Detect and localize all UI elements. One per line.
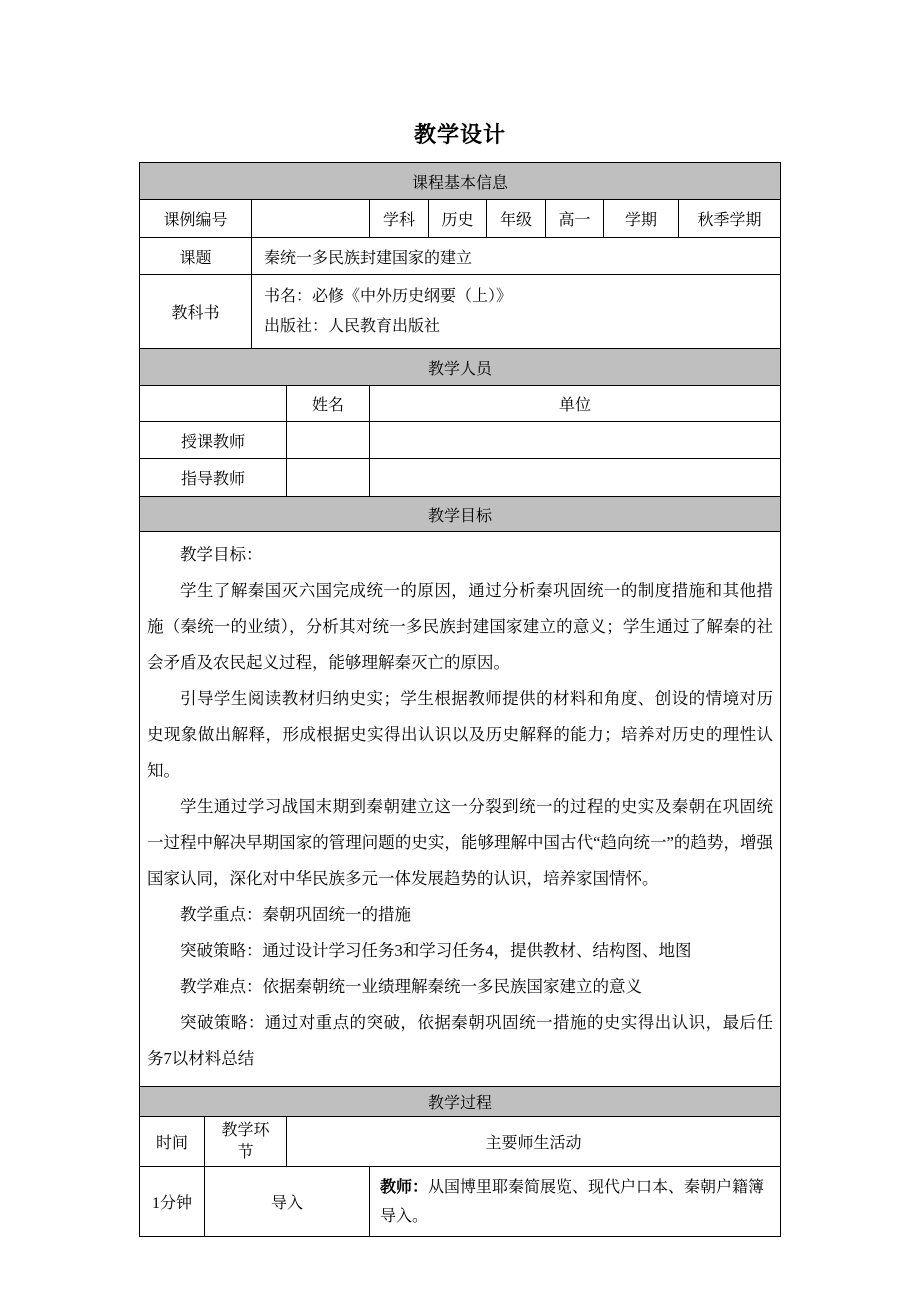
advisor-name-value xyxy=(287,459,370,497)
semester-value: 秋季学期 xyxy=(679,200,781,238)
textbook-book-line: 书名：必修《中外历史纲要（上）》 xyxy=(264,287,513,305)
staff-corner-cell xyxy=(140,386,287,422)
subject-label: 学科 xyxy=(370,200,429,238)
lesson-id-label: 课例编号 xyxy=(140,200,252,238)
process-activity-column-label: 主要师生活动 xyxy=(287,1117,781,1167)
process-time-value: 1分钟 xyxy=(140,1167,205,1237)
objectives-paragraph: 引导学生阅读教材归纳史实；学生根据教师提供的材料和角度、创设的情境对历史现象做出解释，形成根据史实得出认识以及历史解释的能力；培养对历史的理性认知。 xyxy=(147,689,773,780)
advisor-role-label: 指导教师 xyxy=(140,459,287,497)
objectives-paragraph: 教学重点：秦朝巩固统一的措施 xyxy=(180,905,411,924)
grade-value: 高一 xyxy=(546,200,604,238)
objectives-header-row xyxy=(140,497,781,532)
section-header-course-info: 课程基本信息 xyxy=(140,163,781,200)
lecturer-row xyxy=(140,422,781,459)
process-header-row xyxy=(140,1087,781,1117)
objectives-paragraph: 教学目标： xyxy=(180,545,263,564)
teacher-activity-text: 从国博里耶秦简展览、现代户口本、秦朝户籍簿导入。 xyxy=(380,1179,765,1225)
lesson-id-value xyxy=(252,200,370,238)
objectives-paragraph: 突破策略：通过对重点的突破，依据秦朝巩固统一措施的史实得出认识，最后任务7以材料总结 xyxy=(147,1013,773,1068)
staff-name-column-label: 姓名 xyxy=(287,386,370,422)
textbook-row xyxy=(140,275,781,349)
objectives-paragraph: 学生通过学习战国末期到秦朝建立这一分裂到统一的过程的史实及秦朝在巩固统一过程中解决早期国家的管理问题的史实，能够理解中国古代“趋向统一”的趋势，增强国家认同，深化对中华民族多元一体发展趋势的认识，培养家国情怀。 xyxy=(147,797,773,888)
course-info-header-row xyxy=(140,163,781,200)
objectives-paragraph: 教学难点：依据秦朝统一业绩理解秦统一多民族国家建立的意义 xyxy=(180,977,642,996)
section-header-objectives: 教学目标 xyxy=(140,497,781,532)
staff-unit-column-label: 单位 xyxy=(370,386,781,422)
lecturer-role-label: 授课教师 xyxy=(140,422,287,459)
process-activity-value xyxy=(370,1167,781,1237)
teacher-role-label: 教师： xyxy=(380,1179,429,1196)
process-columns-row xyxy=(140,1117,781,1167)
objectives-body-row xyxy=(140,532,781,1087)
section-header-process: 教学过程 xyxy=(140,1087,781,1117)
textbook-label: 教科书 xyxy=(140,275,252,349)
textbook-publisher-line: 出版社：人民教育出版社 xyxy=(264,317,441,335)
topic-label: 课题 xyxy=(140,238,252,275)
section-header-staff: 教学人员 xyxy=(140,349,781,386)
teaching-design-table xyxy=(139,162,781,1237)
course-info-row xyxy=(140,200,781,238)
staff-columns-row xyxy=(140,386,781,422)
staff-header-row xyxy=(140,349,781,386)
process-stage-column-label: 教学环节 xyxy=(205,1117,287,1167)
grade-label: 年级 xyxy=(487,200,546,238)
lecturer-name-value xyxy=(287,422,370,459)
topic-row xyxy=(140,238,781,275)
objectives-text-block xyxy=(140,532,781,1087)
document-title: 教学设计 xyxy=(413,122,506,147)
advisor-row xyxy=(140,459,781,497)
lecturer-unit-value xyxy=(370,422,781,459)
process-data-row xyxy=(140,1167,781,1237)
textbook-value xyxy=(252,275,781,349)
objectives-paragraph: 突破策略：通过设计学习任务3和学习任务4，提供教材、结构图、地图 xyxy=(180,941,692,960)
process-time-column-label: 时间 xyxy=(140,1117,205,1167)
process-stage-value: 导入 xyxy=(205,1167,370,1237)
topic-value: 秦统一多民族封建国家的建立 xyxy=(252,238,781,275)
semester-label: 学期 xyxy=(604,200,679,238)
advisor-unit-value xyxy=(370,459,781,497)
subject-value: 历史 xyxy=(429,200,487,238)
objectives-paragraph: 学生了解秦国灭六国完成统一的原因，通过分析秦巩固统一的制度措施和其他措施（秦统一的业绩），分析其对统一多民族封建国家建立的意义；学生通过了解秦的社会矛盾及农民起义过程，能够理解秦灭亡的原因。 xyxy=(147,581,773,672)
